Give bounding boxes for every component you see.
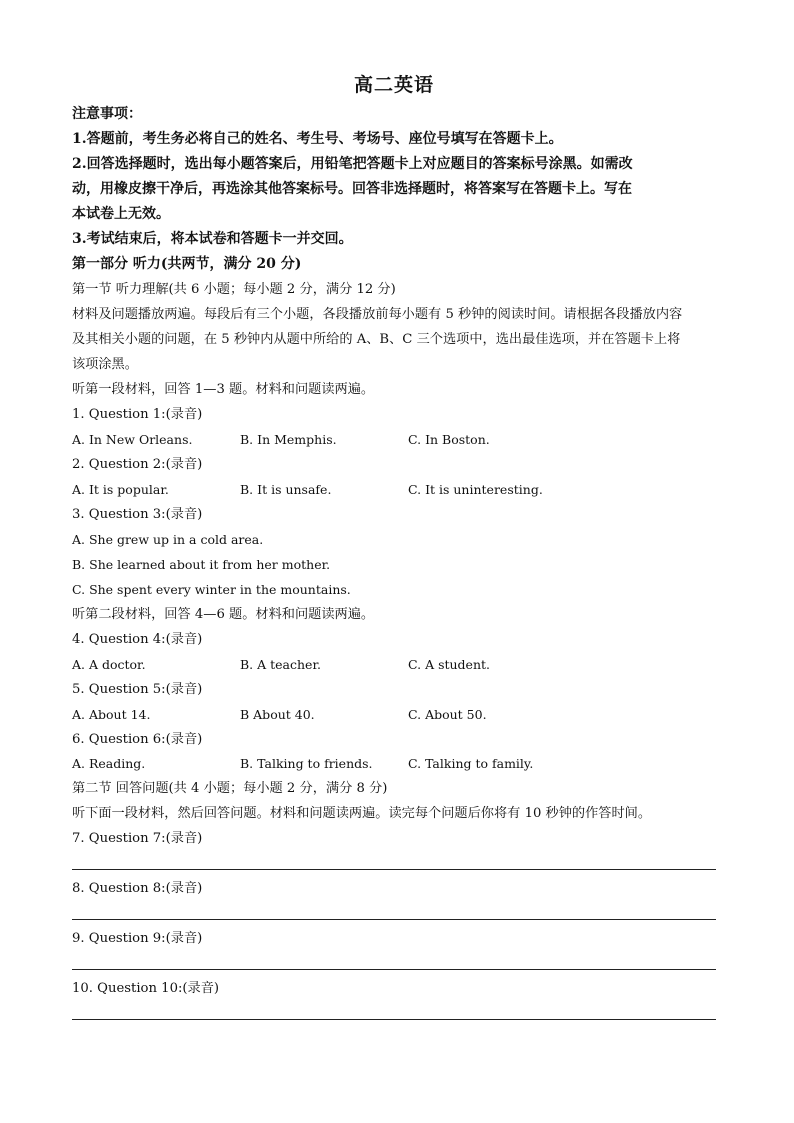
q3-option-b: B. She learned about it from her mother. — [72, 557, 331, 572]
question-9: 9. Question 9:(录音) — [72, 931, 203, 946]
section2-instructions: 听下面一段材料，然后回答问题。材料和问题读两遍。读完每个问题后你将有 10 秒钟的作答时间。 — [72, 806, 652, 821]
q6-option-c: C. Talking to family. — [408, 756, 534, 771]
q5-option-b: B About 40. — [240, 707, 315, 722]
q1-option-a: A. In New Orleans. — [72, 432, 193, 447]
q3-option-a: A. She grew up in a cold area. — [72, 532, 264, 547]
q5-option-a: A. About 14. — [72, 707, 151, 722]
question-1: 1. Question 1:(录音) — [72, 407, 203, 422]
question-3: 3. Question 3:(录音) — [72, 507, 203, 522]
notice-item-1: 1.答题前，考生务必将自己的姓名、考生号、考场号、座位号填写在答题卡上。 — [72, 131, 563, 147]
section1-heading: 第一节 听力理解(共 6 小题；每小题 2 分，满分 12 分) — [72, 282, 396, 297]
notice-item-2-line-2: 动，用橡皮擦干净后，再选涂其他答案标号。回答非选择题时，将答案写在答题卡上。写在 — [72, 181, 632, 197]
part1-heading: 第一部分 听力(共两节，满分 20 分) — [72, 256, 302, 272]
q2-option-b: B. It is unsafe. — [240, 482, 332, 497]
question-10: 10. Question 10:(录音) — [72, 981, 220, 996]
answer-line-10[interactable] — [72, 1019, 716, 1020]
q6-option-a: A. Reading. — [72, 756, 146, 771]
passage1-intro: 听第一段材料，回答 1—3 题。材料和问题读两遍。 — [72, 382, 375, 397]
q2-option-a: A. It is popular. — [72, 482, 169, 497]
section1-instructions-line-3: 该项涂黑。 — [72, 357, 138, 372]
q1-option-c: C. In Boston. — [408, 432, 490, 447]
question-5: 5. Question 5:(录音) — [72, 682, 203, 697]
answer-line-7[interactable] — [72, 869, 716, 870]
passage2-intro: 听第二段材料，回答 4—6 题。材料和问题读两遍。 — [72, 607, 375, 622]
q3-option-c: C. She spent every winter in the mountains. — [72, 582, 351, 597]
page-title: 高二英语 — [353, 74, 434, 96]
notice-item-3: 3.考试结束后，将本试卷和答题卡一并交回。 — [72, 231, 353, 247]
question-2: 2. Question 2:(录音) — [72, 457, 203, 472]
question-4: 4. Question 4:(录音) — [72, 632, 203, 647]
question-6: 6. Question 6:(录音) — [72, 732, 203, 747]
q5-option-c: C. About 50. — [408, 707, 487, 722]
answer-line-9[interactable] — [72, 969, 716, 970]
q2-option-c: C. It is uninteresting. — [408, 482, 543, 497]
notice-item-2-line-3: 本试卷上无效。 — [72, 206, 170, 222]
q4-option-c: C. A student. — [408, 657, 491, 672]
answer-line-8[interactable] — [72, 919, 716, 920]
section1-instructions-line-1: 材料及问题播放两遍。每段后有三个小题，各段播放前每小题有 5 秒钟的阅读时间。请根据各段播放内容 — [72, 307, 683, 322]
q6-option-b: B. Talking to friends. — [240, 756, 373, 771]
notice-heading: 注意事项： — [72, 106, 142, 122]
q4-option-a: A. A doctor. — [72, 657, 146, 672]
question-8: 8. Question 8:(录音) — [72, 881, 203, 896]
q4-option-b: B. A teacher. — [240, 657, 322, 672]
section2-heading: 第二节 回答问题(共 4 小题；每小题 2 分，满分 8 分) — [72, 781, 388, 796]
question-7: 7. Question 7:(录音) — [72, 831, 203, 846]
q1-option-b: B. In Memphis. — [240, 432, 337, 447]
section1-instructions-line-2: 及其相关小题的问题，在 5 秒钟内从题中所给的 A、B、C 三个选项中，选出最佳选项，并在答题卡上将 — [72, 332, 681, 347]
notice-item-2-line-1: 2.回答选择题时，选出每小题答案后，用铅笔把答题卡上对应题目的答案标号涂黑。如需改 — [72, 156, 633, 172]
